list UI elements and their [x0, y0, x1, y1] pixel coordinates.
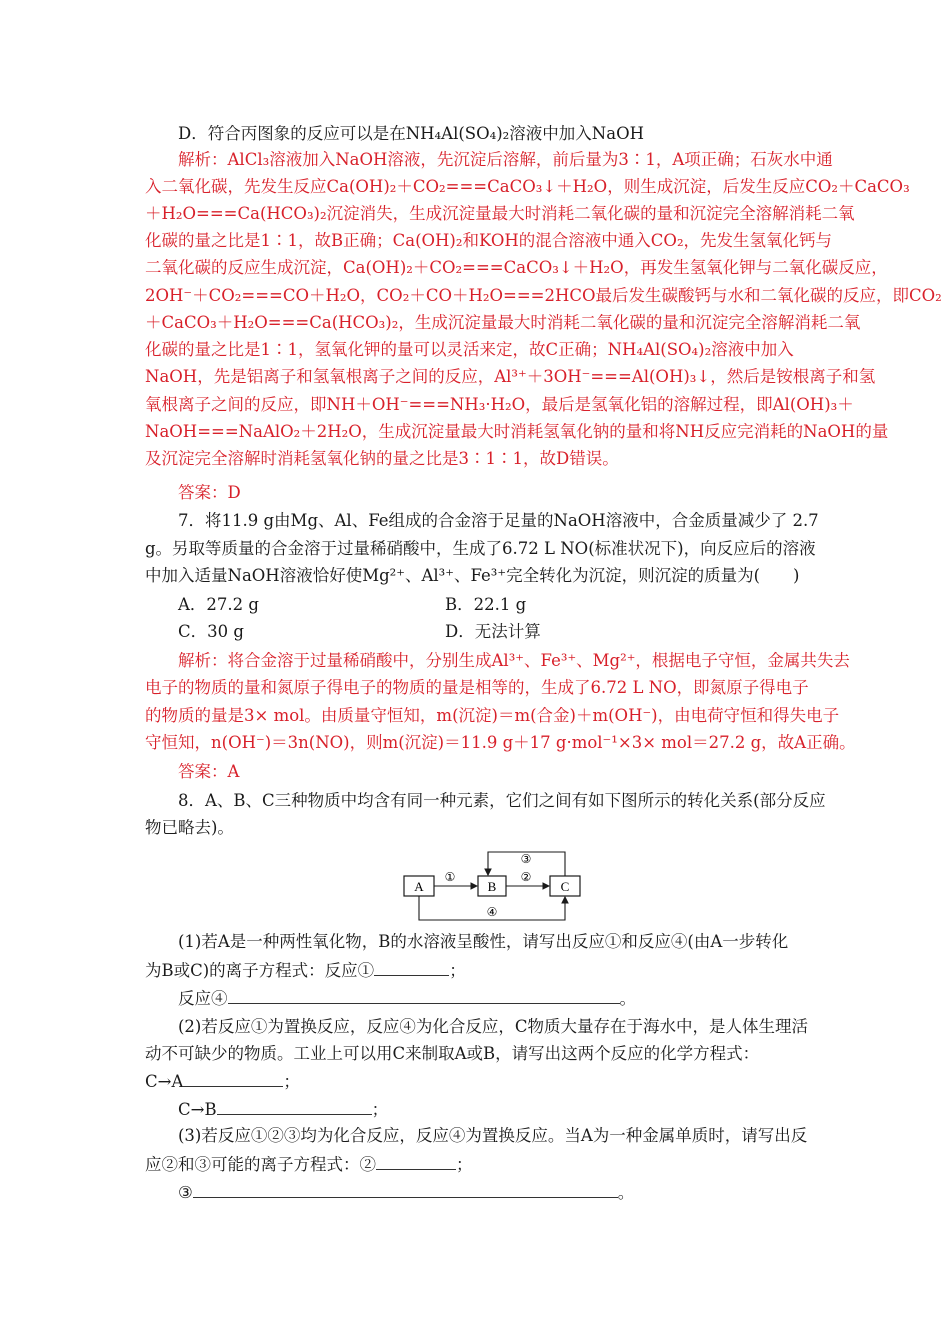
q8-p1-reaction4-line: 反应④ 。 — [178, 985, 810, 1012]
q6-analysis-line-10: 氧根离子之间的反应，即NH＋OH⁻===NH₃·H₂O，最后是氢氧化铝的溶解过程，即Al(OH)₃＋ — [145, 395, 854, 414]
node-c-label: C — [560, 879, 570, 894]
answer-blank-eq2[interactable] — [376, 1151, 456, 1170]
q8-p2-line-2: 动不可缺少的物质。工业上可以用C来制取A或B，请写出这两个反应的化学方程式： — [145, 1044, 760, 1063]
q7-stem-line-3: 中加入适量NaOH溶液恰好使Mg²⁺、Al³⁺、Fe³⁺完全转化为沉淀，则沉淀的质量为( ) — [145, 566, 800, 585]
q8-p3-line-1: (3)若反应①②③均为化合反应，反应④为置换反应。当A为一种金属单质时，请写出反 — [178, 1126, 808, 1145]
q6-analysis-line-4: 化碳的量之比是1∶1，故B正确；Ca(OH)₂和KOH的混合溶液中通入CO₂，先发生氢氧化钙与 — [145, 231, 833, 250]
q6-analysis-line-7: ＋CaCO₃＋H₂O===Ca(HCO₃)₂，生成沉淀量最大时消耗二氧化碳的量和沉淀完全溶解消耗二氧 — [145, 313, 861, 332]
q6-analysis-line-8: 化碳的量之比是1∶1，氢氧化钾的量可以灵活来定，故C正确；NH₄Al(SO₄)₂溶液中加入 — [145, 340, 794, 359]
q8-p3-eq3-line: ③ 。 — [178, 1179, 810, 1206]
q7-answer: 答案：A — [178, 762, 240, 781]
arrow-3-label: ③ — [520, 852, 532, 866]
q6-analysis-line-1: 解析：AlCl₃溶液加入NaOH溶液，先沉淀后溶解，前后量为3∶1，A项正确；石灰水中通 — [178, 150, 833, 169]
answer-blank-c-to-a[interactable] — [183, 1068, 283, 1087]
q6-answer: 答案：D — [178, 483, 241, 502]
q7-analysis-line-1: 解析：将合金溶于过量稀硝酸中，分别生成Al³⁺、Fe³⁺、Mg²⁺，根据电子守恒，金属共失去 — [178, 651, 850, 670]
q8-stem-line-2: 物已略去)。 — [145, 818, 234, 837]
q7-stem-line-1: 7．将11.9 g由Mg、Al、Fe组成的合金溶于足量的NaOH溶液中，合金质量减少了 2.7 — [178, 511, 819, 530]
q7-analysis-line-3: 的物质的量是3× mol。由质量守恒知，m(沉淀)＝m(合金)＋m(OH⁻)，由电荷守恒和得失电子 — [145, 706, 840, 725]
q7-option-a: A．27.2 g — [178, 595, 259, 614]
q7-analysis-line-2: 电子的物质的量和氮原子得电子的物质的量是相等的，生成了6.72 L NO，即氮原子得电子 — [145, 678, 809, 697]
q6-analysis-line-11: NaOH===NaAlO₂＋2H₂O，生成沉淀量最大时消耗氢氧化钠的量和将NH反应完消耗的NaOH的量 — [145, 422, 889, 441]
conversion-diagram — [400, 848, 590, 928]
q7-option-c: C．30 g — [178, 622, 244, 641]
node-b-label: B — [487, 879, 497, 894]
q8-p2-line-1: (2)若反应①为置换反应，反应④为化合反应，C物质大量存在于海水中，是人体生理活 — [178, 1017, 808, 1036]
arrow-2-label: ② — [520, 870, 532, 884]
q7-option-b: B．22.1 g — [445, 595, 527, 614]
answer-blank-reaction1[interactable] — [374, 957, 449, 976]
q6-analysis-line-12: 及沉淀完全溶解时消耗氢氧化钠的量之比是3∶1∶1，故D错误。 — [145, 449, 619, 468]
q6-analysis-line-2: 入二氧化碳，先发生反应Ca(OH)₂＋CO₂===CaCO₃↓＋H₂O，则生成沉淀，后发生反应CO₂＋CaCO₃ — [145, 177, 910, 196]
q7-analysis-line-4: 守恒知，n(OH⁻)＝3n(NO)，则m(沉淀)＝11.9 g＋17 g·mol⁻¹×3× mol＝27.2 g，故A正确。 — [145, 733, 856, 752]
q6-option-d: D．符合丙图象的反应可以是在NH₄Al(SO₄)₂溶液中加入NaOH — [178, 124, 644, 143]
answer-blank-reaction4[interactable] — [228, 985, 620, 1004]
arrow-1-label: ① — [444, 870, 456, 884]
q8-p1-line-1: (1)若A是一种两性氧化物，B的水溶液呈酸性，请写出反应①和反应④(由A一步转化 — [178, 932, 789, 951]
q8-stem-line-1: 8．A、B、C三种物质中均含有同一种元素，它们之间有如下图所示的转化关系(部分反应 — [178, 791, 826, 810]
q8-p3-line-2: 应②和③可能的离子方程式：② ； — [145, 1151, 810, 1178]
q6-analysis-line-9: NaOH，先是铝离子和氢氧根离子之间的反应，Al³⁺＋3OH⁻===Al(OH)₃↓，然后是铵根离子和氢 — [145, 367, 876, 386]
q8-p1-line-2: 为B或C)的离子方程式：反应① ； — [145, 957, 810, 984]
q6-analysis-line-6: 2OH⁻＋CO₂===CO＋H₂O，CO₂＋CO＋H₂O===2HCO最后发生碳酸钙与水和二氧化碳的反应，即CO₂ — [145, 286, 942, 305]
q7-stem-line-2: g。另取等质量的合金溶于过量稀硝酸中，生成了6.72 L NO(标准状况下)，向反应后的溶液 — [145, 539, 816, 558]
q8-p2-c-to-b-line: C→B ； — [178, 1096, 810, 1123]
q8-p2-c-to-a-line: C→A ； — [145, 1068, 810, 1095]
q7-analysis-label: 解析： — [178, 651, 228, 670]
q6-analysis-label: 解析： — [178, 150, 228, 169]
q7-option-d: D．无法计算 — [445, 622, 541, 641]
q6-analysis-line-5: 二氧化碳的反应生成沉淀，Ca(OH)₂＋CO₂===CaCO₃↓＋H₂O，再发生氢氧化钾与二氧化碳反应， — [145, 258, 888, 277]
node-a-label: A — [414, 879, 424, 894]
arrow-4-label: ④ — [486, 905, 498, 919]
answer-blank-c-to-b[interactable] — [217, 1096, 372, 1115]
q6-analysis-line-3: ＋H₂O===Ca(HCO₃)₂沉淀消失，生成沉淀量最大时消耗二氧化碳的量和沉淀完全溶解消耗二氧 — [145, 204, 855, 223]
answer-blank-eq3[interactable] — [193, 1179, 618, 1198]
